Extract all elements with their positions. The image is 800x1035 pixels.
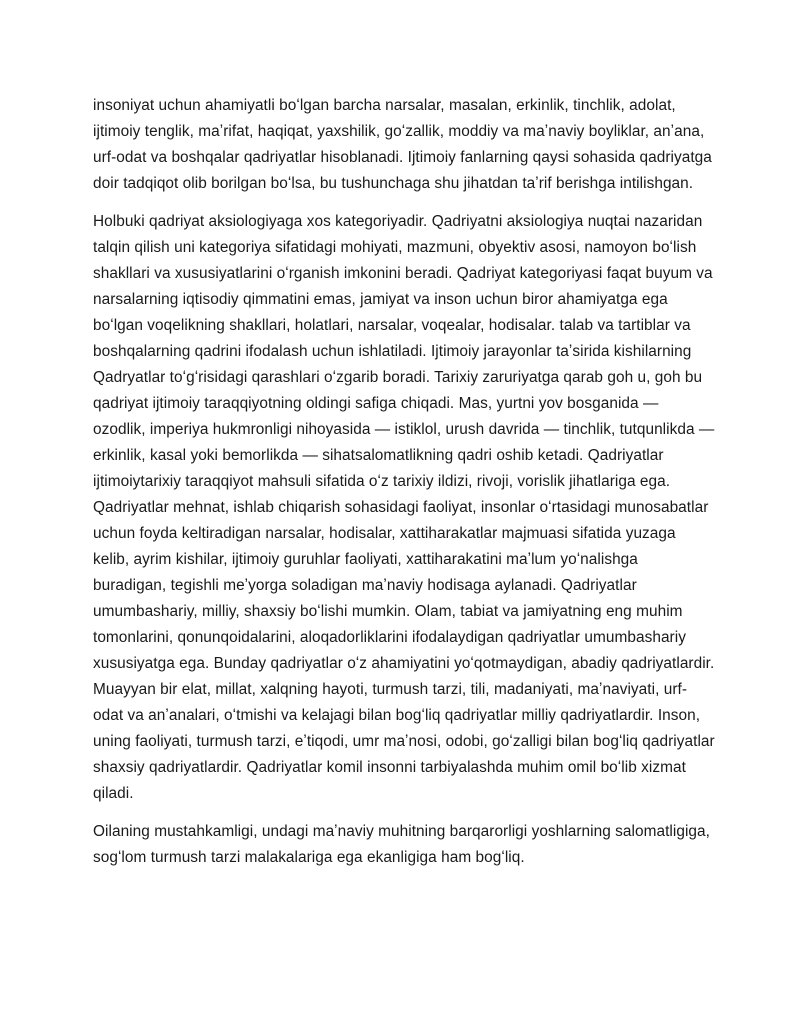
paragraph-family: Oilaning mustahkamligi, undagi maʼnaviy muhitning barqarorligi yoshlarning salomatligiga, sogʻlom turmush tarzi malakalariga ega ekanligiga ham bogʻliq. <box>93 823 710 866</box>
paragraph-axiology: Holbuki qadriyat aksiologiyaga xos kategoriyadir. Qadriyatni aksiologiya nuqtai nazaridan talqin qilish uni kategoriya sifatidagi mohiyati, mazmuni, obyektiv asosi, namoyon boʻlish shakllari va xususiyatlarini oʻrganish imkonini beradi. Qadriyat kategoriyasi faqat buyum va narsalarning iqtisodiy qimmatini emas, jamiyat va inson uchun biror ahamiyatga ega boʻlgan voqelikning shakllari, holatlari, narsalar, voqealar, hodisalar. talab va tartiblar va boshqalarning qadrini ifodalash uchun ishlatiladi. Ijtimoiy jarayonlar taʼsirida kishilarning Qadryatlar toʻgʻrisidagi qarashlari oʻzgarib boradi. Tarixiy zaruriyatga qarab goh u, goh bu qadriyat ijtimoiy taraqqiyotning oldingi safiga chiqadi. Mas, yurtni yov bosganida — ozodlik, imperiya hukmronligi nihoyasida — istiklol, urush davrida — tinchlik, tutqunlikda — erkinlik, kasal yoki bemorlikda — sihatsalomatlikning qadri oshib ketadi. Qadriyatlar ijtimoiytarixiy taraqqiyot mahsuli sifatida oʻz tarixiy ildizi, rivoji, vorislik jihatlariga ega. Qadriyatlar mehnat, ishlab chiqarish sohasidagi faoliyat, insonlar oʻrtasidagi munosabatlar uchun foyda keltiradigan narsalar, hodisalar, xattiharakatlar majmuasi sifatida yuzaga kelib, ayrim kishilar, ijtimoiy guruhlar faoliyati, xattiharakatini maʼlum yoʻnalishga buradigan, tegishli meʼyorga soladigan maʼnaviy hodisaga aylanadi. Qadriyatlar umumbashariy, milliy, shaxsiy boʻlishi mumkin. Olam, tabiat va jamiyatning eng muhim tomonlarini, qonunqoidalarini, aloqadorliklarini ifodalaydigan qadriyatlar umumbashariy xususiyatga ega. Bunday qadriyatlar oʻz ahamiyatini yoʻqotmaydigan, abadiy qadriyatlardir. Muayyan bir elat, millat, xalqning hayoti, turmush tarzi, tili, madaniyati, maʼnaviyati, urf-odat va anʼanalari, oʻtmishi va kelajagi bilan bogʻliq qadriyatlar milliy qadriyatlardir. Inson, uning faoliyati, turmush tarzi, eʼtiqodi, umr maʼnosi, odobi, goʻzalligi bilan bogʻliq qadriyatlar shaxsiy qadriyatlardir. Qadriyatlar komil insonni tarbiyalashda muhim omil boʻlib xizmat qiladi. <box>93 213 715 802</box>
document-page <box>93 93 715 883</box>
paragraph-intro: insoniyat uchun ahamiyatli boʻlgan barcha narsalar, masalan, erkinlik, tinchlik, adolat, ijtimoiy tenglik, maʼrifat, haqiqat, yaxshilik, goʻzallik, moddiy va maʼnaviy boyliklar, anʼana, urf-odat va boshqalar qadriyatlar hisoblanadi. Ijtimoiy fanlarning qaysi sohasida qadriyatga doir tadqiqot olib borilgan boʻlsa, bu tushunchaga shu jihatdan taʼrif berishga intilishgan. <box>93 97 712 192</box>
